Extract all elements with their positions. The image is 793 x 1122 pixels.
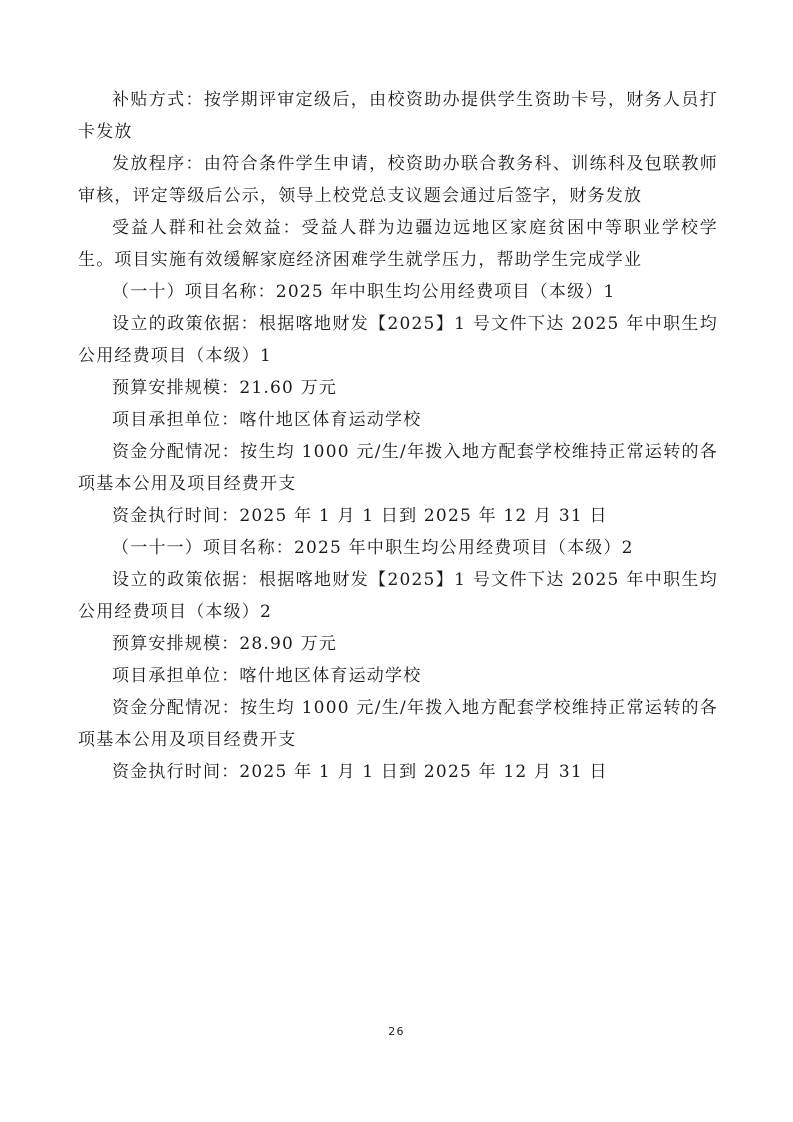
project-11-allocation: 资金分配情况：按生均 1000 元/生/年拨入地方配套学校维持正常运转的各项基本公用及项目经费开支 — [78, 698, 718, 750]
project-11-budget: 预算安排规模：28.90 万元 — [112, 634, 338, 654]
beneficiaries-paragraph: 受益人群和社会效益：受益人群为边疆边远地区家庭贫困中等职业学校学生。项目实施有效缓解家庭经济困难学生就学压力，帮助学生完成学业 — [78, 218, 718, 270]
project-10-unit: 项目承担单位：喀什地区体育运动学校 — [112, 410, 422, 430]
project-11-policy-basis: 设立的政策依据：根据喀地财发【2025】1 号文件下达 2025 年中职生均公用经费项目（本级）2 — [78, 570, 718, 622]
distribution-procedure-paragraph: 发放程序：由符合条件学生申请，校资助办联合教务科、训练科及包联教师审核，评定等级后公示，领导上校党总支议题会通过后签字，财务发放 — [78, 154, 718, 206]
page-body — [78, 84, 718, 788]
project-11-title: （一十一）项目名称：2025 年中职生均公用经费项目（本级）2 — [112, 538, 634, 558]
project-10-allocation: 资金分配情况：按生均 1000 元/生/年拨入地方配套学校维持正常运转的各项基本公用及项目经费开支 — [78, 442, 718, 494]
project-11-execution-time: 资金执行时间：2025 年 1 月 1 日到 2025 年 12 月 31 日 — [112, 762, 608, 782]
project-10-budget: 预算安排规模：21.60 万元 — [112, 378, 338, 398]
project-10-title: （一十）项目名称：2025 年中职生均公用经费项目（本级）1 — [112, 282, 616, 302]
project-10-execution-time: 资金执行时间：2025 年 1 月 1 日到 2025 年 12 月 31 日 — [112, 506, 608, 526]
project-11-unit: 项目承担单位：喀什地区体育运动学校 — [112, 666, 422, 686]
subsidy-method-paragraph: 补贴方式：按学期评审定级后，由校资助办提供学生资助卡号，财务人员打卡发放 — [78, 90, 718, 142]
page-number: 26 — [388, 1025, 405, 1038]
project-10-policy-basis: 设立的政策依据：根据喀地财发【2025】1 号文件下达 2025 年中职生均公用经费项目（本级）1 — [78, 314, 718, 366]
